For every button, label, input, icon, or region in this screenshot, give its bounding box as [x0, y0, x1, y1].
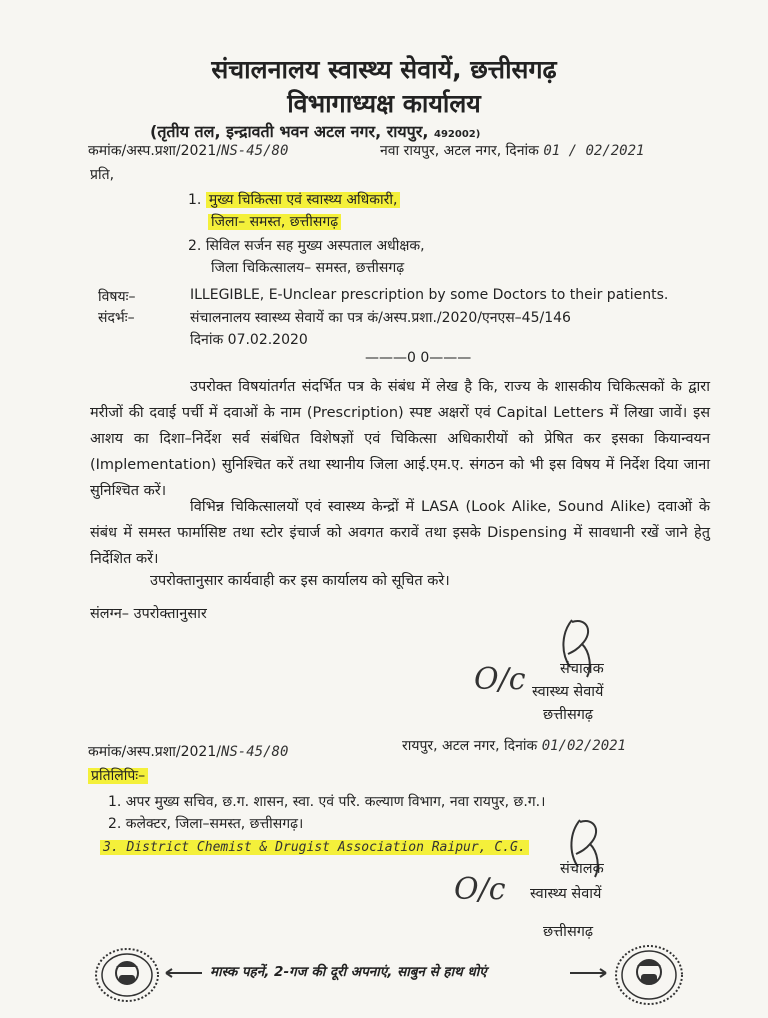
addressee-2-district: जिला चिकित्सालय– समस्त, छत्तीसगढ़: [211, 260, 405, 276]
reference-number: [88, 141, 288, 160]
addressee-label: प्रति,: [90, 167, 115, 183]
reference-letter-date: दिनांक 07.02.2020: [190, 332, 308, 348]
addressee-2: [188, 236, 425, 255]
addressee-1-line1: मुख्य चिकित्सा एवं स्वास्थ्य अधिकारी,: [206, 192, 401, 208]
copy-reference-place: रायपुर, अटल नगर, दिनांक: [402, 738, 538, 754]
addressee-1-district: [208, 212, 341, 231]
office-subtitle: विभागाध्यक्ष कार्यालय: [287, 89, 481, 118]
signatory-2-title: संचालक: [560, 861, 604, 877]
address-pin: 492002): [433, 129, 481, 140]
office-address: [150, 120, 480, 142]
reference-date: [380, 141, 644, 160]
sign-1-oc: O/c: [474, 662, 526, 697]
signatory-2-dept-text: स्वास्थ्य सेवायें: [530, 886, 602, 902]
reference-number-text: कमांक/अस्प.प्रशा/2021/: [88, 143, 221, 159]
copy-item-2: 2. कलेक्टर, जिला–समस्त, छत्तीसगढ़।: [108, 816, 304, 832]
office-title: संचालनालय स्वास्थ्य सेवायें, छत्तीसगढ़: [211, 55, 557, 84]
signatory-1-state: [543, 703, 593, 728]
body-paragraph-2: विभिन्न चिकित्सालयों एवं स्वास्थ्य केन्द्रों में LASA (Look Alike, Sound Alike) दवाओं के संबंध में समस्त फार्मासिष्ट तथा स्टोर इंचार्ज को अवगत करावें तथा इसके Dispensing में सावधानी रखें जाने हेतु निर्देशित करें।: [90, 499, 710, 567]
signatory-1: [560, 657, 604, 682]
copy-label-text: प्रतिलिपिः–: [88, 768, 148, 784]
copy-item-3: [100, 836, 529, 855]
reference-number-handwritten: NS-45/80: [220, 143, 289, 159]
copy-reference-number-text: कमांक/अस्प.प्रशा/2021/: [88, 744, 221, 760]
signatory-1-title: संचालक: [560, 661, 604, 677]
addressee-1-line2: जिला– समस्त, छत्तीसगढ़: [208, 214, 341, 230]
addressee-2-line1: सिविल सर्जन सह मुख्य अस्पताल अधीक्षक,: [205, 238, 425, 254]
copy-label: [88, 766, 148, 785]
body-paragraph-1: उपरोक्त विषयांतर्गत संदर्भित पत्र के संबंध में लेख है कि, राज्य के शासकीय चिकित्सकों के द्वारा मरीजों की दवाई पर्ची में दवाओं के नाम (Prescription) स्पष्ट अक्षरों एवं Capital Letters में लिखा जावें। इस आशय का दिशा–निर्देश सर्व संबंधित विशेषज्ञों एवं चिकित्सा अधिकारीयों को प्रेषित कर इसका कियान्वयन (Implementation) सुनिश्चित करें तथा स्थानीय जिला आई.एम.ए. संगठन को भी इस विषय में निर्देश दिया जाना सुनिश्चित करें।: [90, 379, 710, 499]
copy-reference-date: [402, 736, 626, 755]
attachment-note: संलग्न– उपरोक्तानुसार: [90, 606, 207, 622]
body-paragraph-3: उपरोक्तानुसार कार्यवाही कर इस कार्यालय को सूचित करे।: [150, 573, 450, 589]
signatory-1-dept: [532, 680, 603, 705]
mask-emblem-right-icon: [612, 942, 686, 1008]
arrow-left-icon: [164, 968, 204, 978]
footer-slogan: मास्क पहनें, 2-गज की दूरी अपनाएं, साबुन से हाथ धोएं: [210, 964, 487, 980]
subject-text: ILLEGIBLE, E-Unclear prescription by some Doctors to their patients.: [190, 287, 669, 303]
subject-label: विषयः–: [98, 289, 136, 305]
signatory-2-state-text: छत्तीसगढ़: [543, 924, 594, 940]
reference-letter: संचालनालय स्वास्थ्य सेवायें का पत्र कं/अस्प.प्रशा./2020/एनएस–45/146: [190, 310, 571, 326]
reference-place: नवा रायपुर, अटल नगर, दिनांक: [380, 143, 539, 159]
address-text: (तृतीय तल, इन्द्रावती भवन अटल नगर, रायपुर,: [150, 122, 429, 141]
copy-reference-date-handwritten: 01/02/2021: [541, 738, 626, 754]
signatory-2-dept: [530, 882, 601, 907]
signatory-1-dept-text: स्वास्थ्य सेवायें: [532, 684, 604, 700]
addressee-1-number: 1.: [188, 192, 202, 208]
sign-2-oc: O/c: [454, 872, 506, 907]
copy-item-3-text: 3. District Chemist & Drugist Association Raipur, C.G.: [100, 840, 529, 855]
copy-reference-number: [88, 742, 288, 761]
addressee-2-number: 2.: [188, 238, 202, 254]
reference-label: संदर्भः–: [98, 310, 135, 326]
separator: ———0 0———: [365, 350, 472, 366]
signatory-2-state: [543, 920, 593, 945]
copy-item-1: 1. अपर मुख्य सचिव, छ.ग. शासन, स्वा. एवं परि. कल्याण विभाग, नवा रायपुर, छ.ग.।: [108, 794, 546, 810]
addressee-1: [188, 190, 400, 209]
mask-emblem-left-icon: [92, 945, 162, 1005]
copy-reference-number-handwritten: NS-45/80: [220, 744, 289, 760]
reference-date-handwritten: 01 / 02/2021: [543, 143, 645, 159]
arrow-right-icon: [568, 968, 608, 978]
signatory-1-state-text: छत्तीसगढ़: [543, 707, 594, 723]
signatory-2: [560, 857, 604, 882]
